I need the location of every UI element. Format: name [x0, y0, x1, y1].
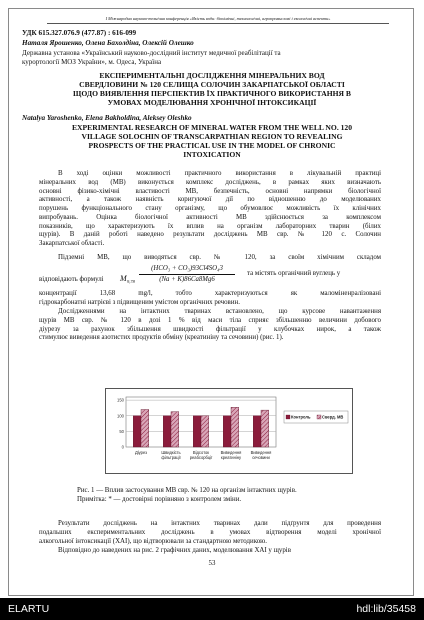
paragraph-4: [39, 520, 381, 546]
paragraph-3: [39, 308, 381, 343]
text-line: Результати досліджень на інтактних тваринах дали підґрунтя для проведення: [58, 520, 381, 527]
formula-m: M: [120, 274, 127, 283]
x-tick-label: креатиніну: [220, 455, 242, 460]
text-line: основні фізико-хімічні властивості МВ, безпечність, основні напрямки біологічної: [39, 187, 381, 195]
text-line: щурів МВ свр. № 120 в дозі 1 % від маси тіла сприяє збільшенню величини добового: [39, 316, 381, 324]
formula-fraction-bar: [139, 274, 235, 275]
authors-ua: Наталя Ярошенко, Олена Бахолдіна, Олексій Олешко: [22, 39, 194, 47]
title-ua-line: ЩОДО ВИЯВЛЕННЯ ПЕРСПЕКТИВ ЇХ ПРАКТИЧНОГО ВИКОРИСТАННЯ В: [72, 89, 351, 98]
bar-mineral-water: [141, 410, 149, 448]
x-tick-label: Виведення: [220, 450, 242, 455]
title-en-line: INTOXICATION: [183, 150, 241, 159]
bar-mineral-water: [171, 412, 179, 447]
text-line: Відповідно до наведених на рис. 2 графічних даних, моделювання ХАІ у щурів: [58, 547, 291, 554]
legend-label: Контроль: [291, 414, 311, 420]
archive-footer-bar: [0, 598, 424, 620]
bar-control: [163, 416, 171, 447]
title-ua-line: УМОВАХ МОДЕЛЮВАННЯ ХРОНІЧНОЇ ІНТОКСИКАЦІЇ: [107, 98, 317, 107]
y-tick-label: 100: [117, 413, 124, 419]
y-tick-label: 0: [121, 444, 124, 450]
text-line: Підземні МВ, що виводяться свр. № 120, за своїм хімічним складом: [58, 254, 381, 261]
figure-caption: Рис. 1 — Вплив застосування МВ свр. № 120 на організм інтактних щурів.: [77, 487, 297, 494]
page-number: 53: [208, 560, 216, 567]
text-line: Дослідженнями на інтактних тваринах встановлено, що курсове навантаження: [58, 308, 381, 315]
text-line: подальших експериментальних досліджень в умовах відтворення моделі хронічної: [39, 528, 381, 536]
text-line: алкогольної інтоксикації (ХАІ), що відтворювали за стандартною методикою.: [39, 537, 268, 545]
affiliation-line-1: Державна установа «Український науково-дослідний інститут медичної реабілітації та: [22, 49, 281, 57]
bar-mineral-water: [201, 416, 209, 447]
affiliation-line-2: курортології МОЗ України», м. Одеса, Україна: [22, 58, 162, 66]
title-en-line: EXPERIMENTAL RESEARCH OF MINERAL WATER FROM THE WELL NO. 120: [71, 123, 353, 132]
text-line: гідрокарбонатні натрієві з підвищеним умістом органічних речовин.: [39, 298, 240, 306]
title-en: [9, 123, 415, 159]
bar-mineral-water: [231, 407, 239, 447]
text-line: щурів). В даній роботі наведено результати досліджень МВ свр. № 120 с. Солочин: [39, 231, 381, 239]
text-line: мінеральних вод (МВ) виконується комплекс досліджень, в рамках яких визначають: [39, 178, 381, 186]
legend-label: Сверд. МВ: [322, 414, 344, 420]
paragraph-2: [39, 254, 381, 263]
title-en-line: PROSPECTS OF THE PRACTICAL USE IN THE MODEL OF CHRONIC: [88, 141, 336, 150]
x-tick-label: Виведення: [250, 450, 272, 455]
text-line: Закарпатської області.: [39, 240, 105, 247]
formula-subscript: 9,78: [127, 279, 135, 284]
x-tick-label: Діурез: [134, 450, 148, 455]
y-tick-label: 50: [119, 428, 124, 434]
legend-swatch: [317, 415, 321, 419]
paragraph-5: [39, 547, 381, 556]
title-ua: [9, 71, 415, 107]
paragraph-1: [39, 170, 381, 249]
figure-note: Примітка: * — достовірні порівняно з контролем зміни.: [77, 496, 242, 503]
authors-en: Natalya Yaroshenko, Elena Bakholdina, Aleksey Oleshko: [22, 114, 192, 122]
header-rule: [47, 23, 389, 24]
formula-numerator: (HCO₃ + CO₃)93Cl4SO₄3: [151, 265, 223, 272]
bar-control: [223, 416, 231, 447]
text-line: випробувань. Оцінка біологічної активності МВ здійснюється за комплексом: [39, 213, 381, 221]
title-ua-line: ЕКСПЕРИМЕНТАЛЬНІ ДОСЛІДЖЕННЯ МІНЕРАЛЬНИХ ВОД: [99, 71, 325, 80]
journal-page: [8, 8, 414, 596]
bar-control: [133, 416, 141, 447]
title-en-line: VILLAGE SOLOCHIN OF TRANSCARPATHIAN REGION TO REVEALING: [81, 132, 343, 141]
x-tick-label: фільтрації: [161, 455, 181, 460]
formula-trail-text: та містять органічний вуглець у: [247, 270, 341, 277]
formula-lead-text: відповідають формулі: [39, 276, 104, 283]
text-line: порушень функціонального стану організму, що обумовлює можливість їх клінічних: [39, 205, 381, 212]
x-tick-label: реабсорбції: [189, 455, 213, 460]
udc-code: УДК 615.327.076.9 (477.87) : 616-099: [22, 29, 137, 37]
x-tick-label: Відсоток: [192, 450, 210, 455]
bar-control: [193, 416, 201, 447]
x-tick-label: Швидкість: [161, 450, 181, 455]
text-line: В ході оцінки можливості практичного використання в лікувальній практиці: [58, 170, 381, 177]
text-line: концентрації 13,68 mg/l, тобто характеризуються як маломіненралізовані: [39, 290, 381, 297]
text-line: стимулює виведення азотистих продуктів обміну (креатиніну та сечовини) (рис. 1).: [39, 334, 284, 342]
bar-control: [253, 416, 261, 447]
formula-denominator: (Na + K)86Ca8Mg6: [159, 276, 215, 283]
x-tick-label: сечовини: [252, 455, 270, 460]
handle-identifier[interactable]: hdl:lib/35458: [356, 603, 416, 615]
bar-chart-svg: [106, 389, 352, 473]
figure-1-chart: [105, 388, 353, 474]
paragraph-2-rest: [39, 290, 381, 308]
text-line: показників, що характеризують їх вплив на організм лабораторних тварин (білих: [39, 222, 381, 230]
text-line: активності, а також наявність коригуючої дії по відношенню до моделюваних: [39, 196, 381, 204]
y-tick-label: 150: [117, 397, 124, 403]
title-ua-line: СВЕРДЛОВИНИ № 120 СЕЛИЩА СОЛОЧИН ЗАКАРПАТСЬКОЇ ОБЛАСТІ: [79, 80, 345, 89]
repository-label[interactable]: ELARTU: [8, 603, 50, 615]
running-header: І Міжнародна науково-технічна конференція «Якість води: біохімічні, технологічні, агропромислові і екологічні аспекти»: [105, 16, 331, 21]
bar-mineral-water: [261, 410, 269, 447]
legend-swatch: [286, 415, 290, 419]
text-line: діурезу за рахунок збільшення швидкості фільтрації у клубочках нирок, а також: [39, 325, 381, 333]
